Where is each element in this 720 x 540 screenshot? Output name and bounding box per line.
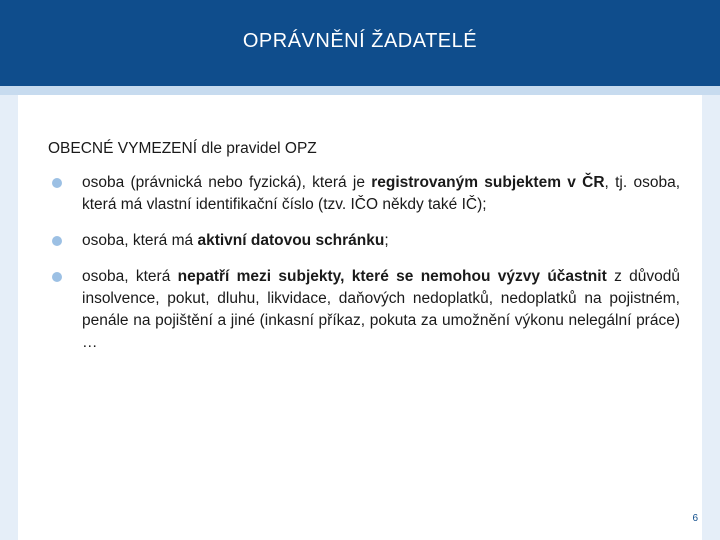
bullet-text-post: ;	[384, 232, 389, 249]
bullet-text-highlight: nepatří mezi subjekty, které se nemohou výzvy účastnit	[177, 268, 607, 285]
bullet-text-pre: osoba, která má	[82, 232, 198, 249]
bullet-text-post: , tj. osoba, která má vlastní identifikační číslo (tzv. IČO někdy také IČ);	[82, 174, 680, 213]
accent-stripe	[0, 86, 720, 95]
bullet-dot-icon	[52, 272, 62, 282]
bullet-text-pre: osoba, která	[82, 268, 178, 285]
slide-header	[0, 0, 720, 86]
section-heading: OBECNÉ VYMEZENÍ dle pravidel OPZ	[48, 140, 317, 157]
bullet-text-pre: osoba (právnická nebo fyzická), která je	[82, 174, 372, 191]
bullet-text-highlight: registrovaným subjektem v ČR	[371, 174, 605, 191]
bullet-text-post: z důvodů insolvence, pokut, dluhu, likvidace, daňových nedoplatků, nedoplatků na pojistném, penále na pojištění a jiné (inkasní příkaz, pokuta za umožnění výkonu nelegální práce) …	[82, 268, 680, 351]
left-side-bar	[0, 95, 18, 540]
slide-title: OPRÁVNĚNÍ ŽADATELÉ	[242, 29, 478, 52]
bullet-text-highlight: aktivní datovou schránku	[197, 232, 385, 249]
bullet-item-registered-subject	[48, 172, 680, 216]
right-side-bar	[702, 95, 720, 540]
bullet-dot-icon	[52, 236, 62, 246]
bullet-list	[48, 172, 680, 354]
bullet-dot-icon	[52, 178, 62, 188]
bullet-item-data-box	[48, 230, 680, 252]
slide-content	[48, 140, 680, 368]
page-number: 6	[692, 513, 698, 524]
bullet-item-not-excluded	[48, 266, 680, 354]
